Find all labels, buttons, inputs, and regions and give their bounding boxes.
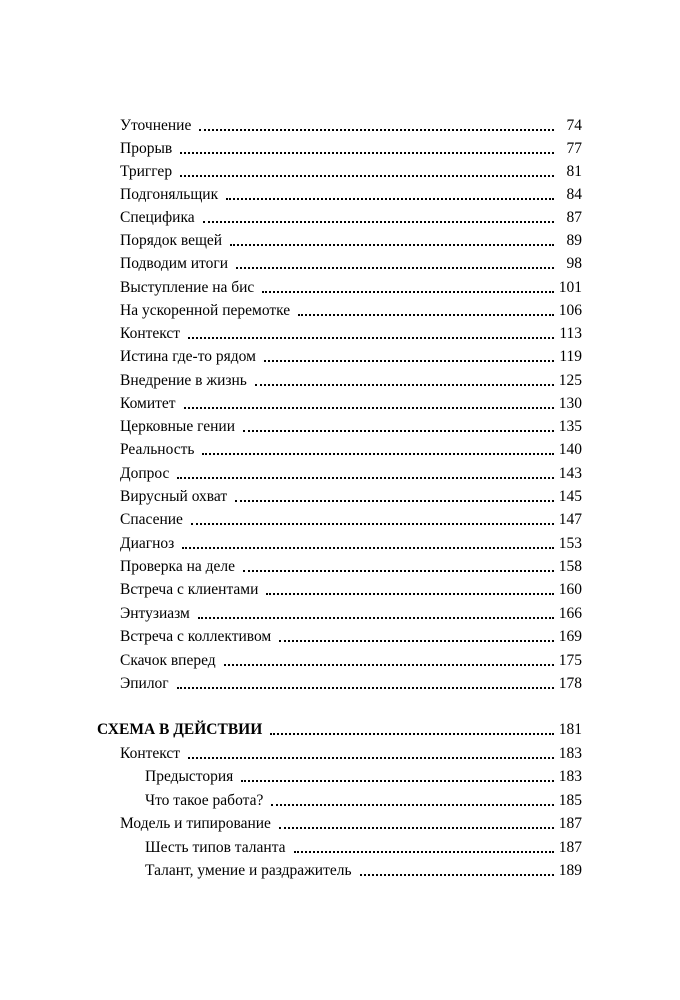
toc-entry[interactable]	[120, 438, 582, 460]
toc-entry-title: Церковные гении	[120, 418, 236, 435]
toc-entry-page: 106	[558, 302, 582, 319]
toc-entry-page: 160	[558, 581, 582, 598]
toc-entry-page: 183	[558, 745, 582, 762]
dot-leader	[236, 267, 554, 269]
toc-entry[interactable]	[120, 229, 582, 251]
dot-leader	[224, 664, 554, 666]
toc-entry[interactable]	[120, 114, 582, 136]
toc-entry-title: Эпилог	[120, 675, 169, 692]
dot-leader	[243, 430, 554, 432]
toc-entry-title: Встреча с клиентами	[120, 581, 259, 598]
toc-entry-page: 143	[558, 465, 582, 482]
toc-section-title: СХЕМА В ДЕЙСТВИИ	[97, 721, 263, 738]
dot-leader	[177, 687, 554, 689]
toc-entry-page: 87	[566, 209, 582, 226]
toc-entry-page: 169	[558, 628, 582, 645]
dot-leader	[188, 337, 554, 339]
dot-leader	[360, 874, 554, 876]
toc-entry[interactable]	[120, 508, 582, 530]
toc-entry[interactable]	[120, 532, 582, 554]
dot-leader	[203, 221, 554, 223]
dot-leader	[235, 500, 554, 502]
toc-entry-title: Подводим итоги	[120, 255, 229, 272]
toc-entry-title: Контекст	[120, 325, 181, 342]
toc-entry[interactable]	[120, 649, 582, 671]
toc-entry[interactable]	[120, 812, 582, 834]
dot-leader	[279, 640, 554, 642]
toc-entry-title: Диагноз	[120, 535, 175, 552]
toc-entry-title: Триггер	[120, 163, 173, 180]
toc-entry-title: Талант, умение и раздражитель	[145, 862, 352, 879]
toc-entry-title: Уточнение	[120, 117, 192, 134]
toc-entry-page: 84	[566, 186, 582, 203]
toc-entry-title: Вирусный охват	[120, 488, 228, 505]
dot-leader	[270, 733, 554, 735]
toc-entry[interactable]	[120, 369, 582, 391]
toc-entry-title: Реальность	[120, 441, 195, 458]
toc-entry-page: 125	[558, 372, 582, 389]
dot-leader	[180, 175, 554, 177]
toc-entry[interactable]	[120, 578, 582, 600]
dot-leader	[226, 198, 554, 200]
toc-entry-title: Модель и типирование	[120, 815, 271, 832]
toc-entry[interactable]	[120, 160, 582, 182]
toc-entry-page: 158	[558, 558, 582, 575]
toc-entry[interactable]	[120, 392, 582, 414]
toc-entry-title: Предыстория	[145, 768, 234, 785]
toc-entry-page: 189	[558, 862, 582, 879]
toc-entry-title: Проверка на деле	[120, 558, 236, 575]
toc-entry[interactable]	[120, 276, 582, 298]
toc-entry-page: 89	[566, 232, 582, 249]
dot-leader	[262, 291, 554, 293]
toc-entry-title: Допрос	[120, 465, 170, 482]
toc-subentry[interactable]	[145, 859, 582, 881]
toc-entry-page: 178	[558, 675, 582, 692]
dot-leader	[198, 617, 554, 619]
toc-entry-page: 183	[558, 768, 582, 785]
toc-entry-title: Внедрение в жизнь	[120, 372, 247, 389]
toc-entry-page: 140	[558, 441, 582, 458]
toc-entry-title: Шесть типов таланта	[145, 839, 286, 856]
toc-entry-title: Скачок вперед	[120, 652, 216, 669]
toc-entry[interactable]	[120, 672, 582, 694]
dot-leader	[202, 453, 554, 455]
toc-entry[interactable]	[120, 602, 582, 624]
toc-entry-title: Прорыв	[120, 140, 173, 157]
toc-entry-title: Спасение	[120, 511, 183, 528]
toc-subentry[interactable]	[145, 836, 582, 858]
dot-leader	[199, 129, 554, 131]
toc-entry-page: 187	[558, 815, 582, 832]
toc-entry[interactable]	[120, 555, 582, 577]
toc-entry-title: Порядок вещей	[120, 232, 223, 249]
toc-entry-title: Подгоняльщик	[120, 186, 219, 203]
toc-entry-title: Специфика	[120, 209, 195, 226]
toc-entry-page: 185	[558, 792, 582, 809]
toc-subentry[interactable]	[145, 789, 582, 811]
dot-leader	[230, 244, 554, 246]
dot-leader	[298, 314, 554, 316]
toc-entry-title: Встреча с коллективом	[120, 628, 272, 645]
dot-leader	[266, 593, 554, 595]
toc-entry[interactable]	[120, 183, 582, 205]
dot-leader	[188, 757, 554, 759]
dot-leader	[182, 547, 554, 549]
dot-leader	[184, 407, 554, 409]
dot-leader	[191, 523, 554, 525]
toc-entry-page: 135	[558, 418, 582, 435]
toc-entry-page: 145	[558, 488, 582, 505]
dot-leader	[243, 570, 554, 572]
toc-entry[interactable]	[120, 252, 582, 274]
toc-entry[interactable]	[120, 137, 582, 159]
toc-entry-page: 130	[558, 395, 582, 412]
dot-leader	[255, 384, 554, 386]
dot-leader	[264, 360, 554, 362]
toc-entry-page: 77	[566, 140, 582, 157]
toc-entry-page: 98	[566, 255, 582, 272]
toc-entry-title: Комитет	[120, 395, 176, 412]
toc-entry-title: Энтузиазм	[120, 605, 190, 622]
toc-entry[interactable]	[120, 299, 582, 321]
toc-entry-page: 175	[558, 652, 582, 669]
dot-leader	[271, 804, 554, 806]
toc-entry-title: Истина где-то рядом	[120, 348, 256, 365]
toc-entry-title: Контекст	[120, 745, 181, 762]
dot-leader	[177, 477, 554, 479]
toc-entry-page: 113	[559, 325, 582, 342]
dot-leader	[279, 827, 554, 829]
dot-leader	[180, 152, 554, 154]
toc-entry-page: 101	[558, 279, 582, 296]
toc-entry[interactable]	[120, 345, 582, 367]
toc-section-page: 181	[558, 721, 582, 738]
toc-entry[interactable]	[120, 206, 582, 228]
toc-entry-title: Что такое работа?	[145, 792, 264, 809]
toc-entry-page: 187	[558, 839, 582, 856]
toc-entry[interactable]	[120, 322, 582, 344]
dot-leader	[241, 780, 554, 782]
toc-entry-title: Выступление на бис	[120, 279, 255, 296]
toc-entry-page: 166	[558, 605, 582, 622]
toc-entry[interactable]	[120, 485, 582, 507]
toc-entry[interactable]	[120, 625, 582, 647]
toc-entry-page: 147	[558, 511, 582, 528]
toc-section-heading[interactable]	[97, 718, 582, 740]
toc-entry-page: 119	[559, 348, 582, 365]
toc-entry[interactable]	[120, 462, 582, 484]
toc-entry-page: 74	[566, 117, 582, 134]
dot-leader	[294, 851, 554, 853]
toc-entry[interactable]	[120, 742, 582, 764]
toc-entry-page: 81	[566, 163, 582, 180]
toc-entry[interactable]	[120, 415, 582, 437]
toc-entry-page: 153	[558, 535, 582, 552]
toc-entry-title: На ускоренной перемотке	[120, 302, 291, 319]
toc-subentry[interactable]	[145, 765, 582, 787]
